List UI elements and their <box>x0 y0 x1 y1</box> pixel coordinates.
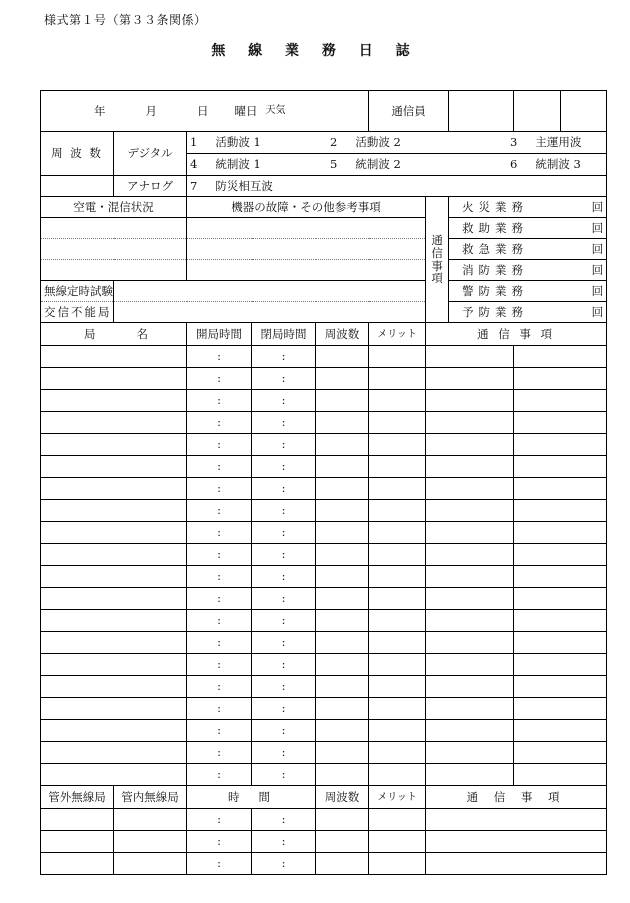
regular-test-field[interactable] <box>114 281 426 302</box>
comm-items-cell[interactable] <box>426 831 607 853</box>
comm-items-cell[interactable] <box>426 809 607 831</box>
freq-count-cell[interactable] <box>316 853 369 875</box>
weather-label: 天気 <box>265 105 286 117</box>
station-name-cell[interactable] <box>41 654 187 676</box>
merit-cell[interactable] <box>369 632 426 654</box>
station-name-cell[interactable] <box>41 742 187 764</box>
merit-cell[interactable] <box>369 478 426 500</box>
close-time-cell[interactable]: : <box>252 764 316 786</box>
comm-items-cell-b[interactable] <box>514 346 607 368</box>
table-row <box>41 720 607 742</box>
freq-count-cell[interactable] <box>316 720 369 742</box>
comm-items-cell-b[interactable] <box>514 610 607 632</box>
station-name-cell[interactable] <box>41 764 187 786</box>
log-rows <box>41 346 607 786</box>
merit-cell[interactable] <box>369 742 426 764</box>
year-label: 年 <box>94 103 106 118</box>
table-row <box>41 390 607 412</box>
comm-items-cell-b[interactable] <box>514 500 607 522</box>
freq-count-cell[interactable] <box>316 478 369 500</box>
close-time-cell[interactable]: : <box>252 610 316 632</box>
open-time-cell[interactable]: : <box>187 742 252 764</box>
open-time-cell[interactable]: : <box>187 654 252 676</box>
open-time-cell[interactable]: : <box>187 434 252 456</box>
duty-fire[interactable]: 火災業務 回 <box>449 197 607 218</box>
freq-count-cell[interactable] <box>316 809 369 831</box>
merit-cell[interactable] <box>369 412 426 434</box>
operator-box-3[interactable] <box>561 91 607 131</box>
inside-station-header: 管内無線局 <box>114 786 187 809</box>
merit-cell[interactable] <box>369 610 426 632</box>
table-row <box>41 434 607 456</box>
unable-station-label: 交信不能局 <box>41 302 114 323</box>
close-time-cell[interactable]: : <box>252 522 316 544</box>
station-name-cell[interactable] <box>41 456 187 478</box>
frequency-row-analog <box>41 176 607 197</box>
freq-count-cell[interactable] <box>316 632 369 654</box>
bottom-header-row <box>41 786 607 809</box>
comm-items-cell-b[interactable] <box>514 676 607 698</box>
open-time-cell[interactable]: : <box>187 698 252 720</box>
table-row <box>41 544 607 566</box>
start-time-cell[interactable]: : <box>187 853 252 875</box>
comm-items-cell-a[interactable] <box>426 610 514 632</box>
open-time-cell[interactable]: : <box>187 588 252 610</box>
table-row <box>41 632 607 654</box>
freq-count-cell[interactable] <box>316 676 369 698</box>
table-row <box>41 500 607 522</box>
close-time-cell[interactable]: : <box>252 368 316 390</box>
comm-items-cell-a[interactable] <box>426 698 514 720</box>
comm-items-cell-a[interactable] <box>426 676 514 698</box>
duty-guard[interactable]: 警防業務 回 <box>449 281 607 302</box>
close-time-header: 閉局時間 <box>252 323 316 346</box>
comm-items-cell-b[interactable] <box>514 368 607 390</box>
merit-cell[interactable] <box>369 831 426 853</box>
analog-label: アナログ <box>114 176 187 197</box>
comm-items-cell-a[interactable] <box>426 720 514 742</box>
merit-cell[interactable] <box>369 456 426 478</box>
table-row <box>41 566 607 588</box>
station-name-cell[interactable] <box>41 522 187 544</box>
station-name-cell[interactable] <box>41 676 187 698</box>
frequency-label: 周 波 数 <box>41 132 114 176</box>
merit-cell[interactable] <box>369 566 426 588</box>
outside-station-cell[interactable] <box>41 853 114 875</box>
end-time-cell[interactable]: : <box>252 853 316 875</box>
duty-firefighting[interactable]: 消防業務 回 <box>449 260 607 281</box>
close-time-cell[interactable]: : <box>252 720 316 742</box>
start-time-cell[interactable]: : <box>187 831 252 853</box>
bottom-rows <box>41 809 607 875</box>
freq-count-cell[interactable] <box>316 588 369 610</box>
comm-items-cell-b[interactable] <box>514 720 607 742</box>
document-title: 無 線 業 務 日 誌 <box>211 43 419 59</box>
close-time-cell[interactable]: : <box>252 500 316 522</box>
analog-channel[interactable]: 7 防災相互波 <box>187 176 607 197</box>
open-time-cell[interactable]: : <box>187 412 252 434</box>
open-time-cell[interactable]: : <box>187 764 252 786</box>
close-time-cell[interactable]: : <box>252 412 316 434</box>
open-time-cell[interactable]: : <box>187 456 252 478</box>
open-time-cell[interactable]: : <box>187 390 252 412</box>
equipment-line-1[interactable] <box>187 218 426 239</box>
merit-cell[interactable] <box>369 368 426 390</box>
close-time-cell[interactable]: : <box>252 632 316 654</box>
close-time-cell[interactable]: : <box>252 390 316 412</box>
freq-count-cell[interactable] <box>316 522 369 544</box>
digital-label: デジタル <box>114 132 187 176</box>
close-time-cell[interactable]: : <box>252 742 316 764</box>
table-row <box>41 588 607 610</box>
close-time-cell[interactable]: : <box>252 588 316 610</box>
table-row <box>41 610 607 632</box>
table-row <box>41 853 607 875</box>
comm-items-cell-a[interactable] <box>426 632 514 654</box>
comm-items-cell-a[interactable] <box>426 368 514 390</box>
open-time-cell[interactable]: : <box>187 610 252 632</box>
status-header-row <box>41 197 607 218</box>
comm-items-cell-a[interactable] <box>426 764 514 786</box>
merit-cell[interactable] <box>369 853 426 875</box>
merit-cell[interactable] <box>369 522 426 544</box>
freq-count-cell[interactable] <box>316 764 369 786</box>
station-name-cell[interactable] <box>41 698 187 720</box>
bottom-merit-header: メリット <box>369 786 426 809</box>
close-time-cell[interactable]: : <box>252 676 316 698</box>
open-time-cell[interactable]: : <box>187 720 252 742</box>
open-time-cell[interactable]: : <box>187 368 252 390</box>
comm-items-cell-a[interactable] <box>426 390 514 412</box>
station-name-cell[interactable] <box>41 610 187 632</box>
interference-line-3[interactable] <box>41 260 187 281</box>
station-name-cell[interactable] <box>41 412 187 434</box>
comm-items-cell-b[interactable] <box>514 522 607 544</box>
end-time-cell[interactable]: : <box>252 809 316 831</box>
table-row <box>41 698 607 720</box>
table-row <box>41 742 607 764</box>
freq-count-cell[interactable] <box>316 742 369 764</box>
comm-items-cell-a[interactable] <box>426 346 514 368</box>
comm-items-cell-a[interactable] <box>426 654 514 676</box>
equipment-line-3[interactable] <box>187 260 426 281</box>
merit-cell[interactable] <box>369 390 426 412</box>
comm-items-cell-b[interactable] <box>514 434 607 456</box>
table-row <box>41 456 607 478</box>
freq-count-cell[interactable] <box>316 412 369 434</box>
inside-station-cell[interactable] <box>114 853 187 875</box>
equipment-line-2[interactable] <box>187 239 426 260</box>
radio-log-form <box>40 90 607 875</box>
end-time-cell[interactable]: : <box>252 831 316 853</box>
duty-ambulance[interactable]: 救急業務 回 <box>449 239 607 260</box>
date-cell[interactable] <box>41 91 369 132</box>
digital-channels-2[interactable]: 4 統制波 1 5 統制波 2 6 統制波 3 <box>187 154 607 176</box>
freq-count-cell[interactable] <box>316 698 369 720</box>
freq-count-cell[interactable] <box>316 456 369 478</box>
freq-count-cell[interactable] <box>316 654 369 676</box>
table-row <box>41 831 607 853</box>
table-row <box>41 764 607 786</box>
merit-cell[interactable] <box>369 434 426 456</box>
close-time-cell[interactable]: : <box>252 544 316 566</box>
merit-cell[interactable] <box>369 654 426 676</box>
interference-line-2[interactable] <box>41 239 187 260</box>
status-row-3 <box>41 260 607 281</box>
open-time-cell[interactable]: : <box>187 632 252 654</box>
comm-items-cell-a[interactable] <box>426 456 514 478</box>
outside-station-cell[interactable] <box>41 809 114 831</box>
open-time-cell[interactable]: : <box>187 544 252 566</box>
comm-items-cell-a[interactable] <box>426 566 514 588</box>
form-reference: 様式第１号（第３３条関係） <box>44 13 207 27</box>
start-time-cell[interactable]: : <box>187 809 252 831</box>
freq-count-cell[interactable] <box>316 434 369 456</box>
comm-items-cell-b[interactable] <box>514 698 607 720</box>
outside-station-header: 管外無線局 <box>41 786 114 809</box>
table-row <box>41 654 607 676</box>
freq-count-cell[interactable] <box>316 544 369 566</box>
comm-items-cell-a[interactable] <box>426 588 514 610</box>
merit-cell[interactable] <box>369 500 426 522</box>
comm-items-cell-a[interactable] <box>426 544 514 566</box>
equipment-label: 機器の故障・その他参考事項 <box>187 197 426 218</box>
comm-items-cell-b[interactable] <box>514 478 607 500</box>
station-name-header: 局 名 <box>41 323 187 346</box>
comm-items-cell-b[interactable] <box>514 654 607 676</box>
weekday-label: 曜日 <box>234 103 258 118</box>
close-time-cell[interactable]: : <box>252 434 316 456</box>
close-time-cell[interactable]: : <box>252 698 316 720</box>
time-header: 時 間 <box>187 786 316 809</box>
comm-items-cell-b[interactable] <box>514 588 607 610</box>
open-time-cell[interactable]: : <box>187 566 252 588</box>
table-row <box>41 676 607 698</box>
regular-test-label: 無線定時試験 <box>41 281 114 302</box>
close-time-cell[interactable]: : <box>252 456 316 478</box>
merit-header: メリット <box>369 323 426 346</box>
freq-count-cell[interactable] <box>316 390 369 412</box>
station-name-cell[interactable] <box>41 588 187 610</box>
interference-label: 空電・混信状況 <box>41 197 187 218</box>
table-row <box>41 412 607 434</box>
comm-items-cell-b[interactable] <box>514 742 607 764</box>
regular-test-row <box>41 281 607 302</box>
bottom-comm-items-header: 通 信 事 項 <box>426 786 607 809</box>
interference-line-1[interactable] <box>41 218 187 239</box>
open-time-cell[interactable]: : <box>187 500 252 522</box>
freq-count-cell[interactable] <box>316 368 369 390</box>
station-name-cell[interactable] <box>41 390 187 412</box>
freq-count-cell[interactable] <box>316 831 369 853</box>
station-name-cell[interactable] <box>41 720 187 742</box>
comm-items-cell-a[interactable] <box>426 434 514 456</box>
comm-items-cell-b[interactable] <box>514 390 607 412</box>
merit-cell[interactable] <box>369 346 426 368</box>
operator-box-1[interactable] <box>449 91 514 132</box>
freq-count-cell[interactable] <box>316 500 369 522</box>
inside-station-cell[interactable] <box>114 831 187 853</box>
operator-boxes <box>514 91 607 132</box>
station-name-cell[interactable] <box>41 544 187 566</box>
freq-count-cell[interactable] <box>316 566 369 588</box>
comm-items-cell-b[interactable] <box>514 544 607 566</box>
open-time-cell[interactable]: : <box>187 346 252 368</box>
table-row <box>41 522 607 544</box>
inside-station-cell[interactable] <box>114 809 187 831</box>
close-time-cell[interactable]: : <box>252 478 316 500</box>
unable-station-field[interactable] <box>114 302 426 323</box>
comm-items-cell-b[interactable] <box>514 632 607 654</box>
merit-cell[interactable] <box>369 720 426 742</box>
comm-items-cell-b[interactable] <box>514 456 607 478</box>
open-time-header: 開局時間 <box>187 323 252 346</box>
comm-items-cell[interactable] <box>426 853 607 875</box>
merit-cell[interactable] <box>369 676 426 698</box>
open-time-cell[interactable]: : <box>187 522 252 544</box>
merit-cell[interactable] <box>369 764 426 786</box>
table-row <box>41 346 607 368</box>
table-row <box>41 809 607 831</box>
month-label: 月 <box>145 103 157 118</box>
operator-box-2[interactable] <box>514 91 561 131</box>
unable-station-row <box>41 302 607 323</box>
comm-items-vertical-label: 通信事項 <box>426 197 449 323</box>
station-name-cell[interactable] <box>41 632 187 654</box>
freq-count-cell[interactable] <box>316 346 369 368</box>
open-time-cell[interactable]: : <box>187 676 252 698</box>
merit-cell[interactable] <box>369 544 426 566</box>
close-time-cell[interactable]: : <box>252 346 316 368</box>
station-name-cell[interactable] <box>41 346 187 368</box>
table-row <box>41 478 607 500</box>
duty-rescue[interactable]: 救助業務 回 <box>449 218 607 239</box>
comm-items-cell-b[interactable] <box>514 566 607 588</box>
duty-prevention[interactable]: 予防業務 回 <box>449 302 607 323</box>
station-name-cell[interactable] <box>41 500 187 522</box>
operator-label: 通信員 <box>369 91 449 132</box>
station-name-cell[interactable] <box>41 434 187 456</box>
frequency-blank <box>41 176 114 197</box>
merit-cell[interactable] <box>369 809 426 831</box>
status-row-1 <box>41 218 607 239</box>
header-row <box>41 91 607 132</box>
comm-items-header: 通 信 事 項 <box>426 323 607 346</box>
bottom-freq-count-header: 周波数 <box>316 786 369 809</box>
log-header-row <box>41 323 607 346</box>
freq-count-cell[interactable] <box>316 610 369 632</box>
comm-items-cell-a[interactable] <box>426 478 514 500</box>
table-row <box>41 368 607 390</box>
station-name-cell[interactable] <box>41 368 187 390</box>
day-label: 日 <box>197 103 209 118</box>
status-row-2 <box>41 239 607 260</box>
frequency-row-1 <box>41 132 607 154</box>
comm-items-cell-a[interactable] <box>426 742 514 764</box>
station-name-cell[interactable] <box>41 478 187 500</box>
comm-items-cell-a[interactable] <box>426 412 514 434</box>
comm-items-cell-b[interactable] <box>514 764 607 786</box>
freq-count-header: 周波数 <box>316 323 369 346</box>
comm-items-cell-a[interactable] <box>426 500 514 522</box>
outside-station-cell[interactable] <box>41 831 114 853</box>
merit-cell[interactable] <box>369 588 426 610</box>
merit-cell[interactable] <box>369 698 426 720</box>
close-time-cell[interactable]: : <box>252 654 316 676</box>
digital-channels-1[interactable]: 1 活動波 1 2 活動波 2 3 主運用波 <box>187 132 607 154</box>
close-time-cell[interactable]: : <box>252 566 316 588</box>
open-time-cell[interactable]: : <box>187 478 252 500</box>
station-name-cell[interactable] <box>41 566 187 588</box>
comm-items-cell-b[interactable] <box>514 412 607 434</box>
comm-items-cell-a[interactable] <box>426 522 514 544</box>
